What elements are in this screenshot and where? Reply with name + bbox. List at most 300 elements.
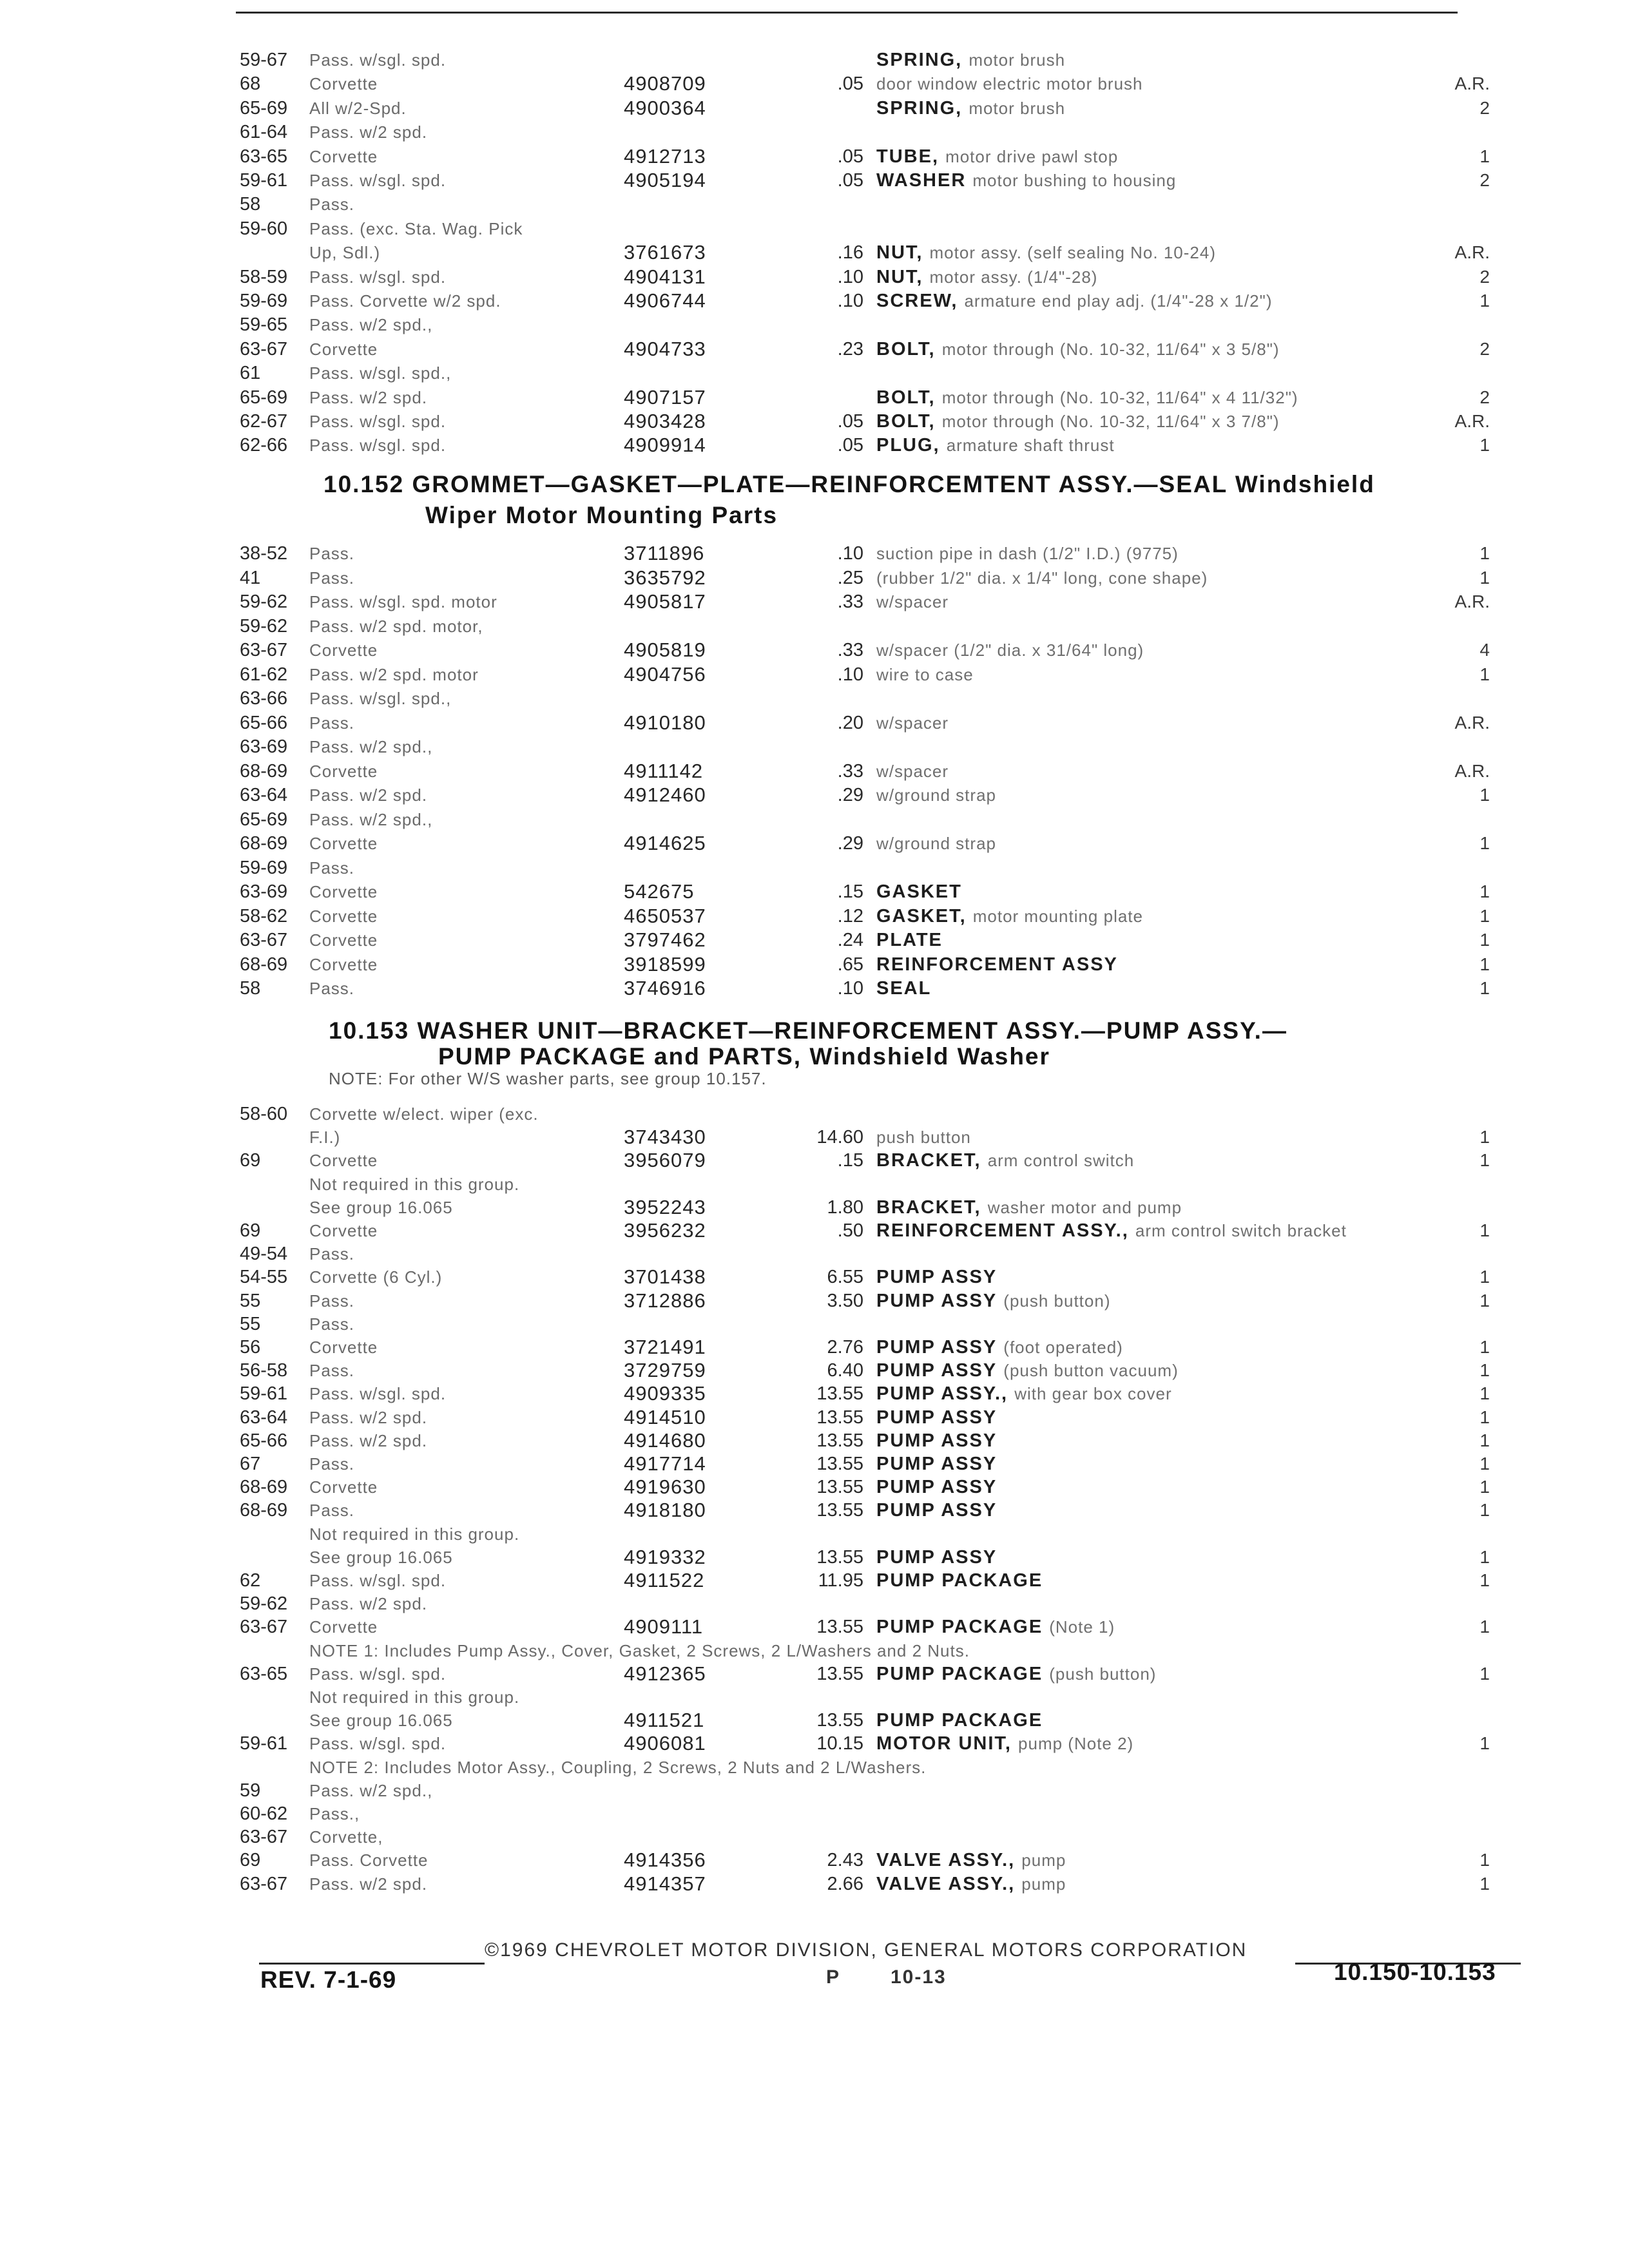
parts-row xyxy=(0,1125,1629,1149)
model-application: Pass. xyxy=(309,979,355,998)
list-price: .25 xyxy=(837,568,863,588)
part-description xyxy=(876,1848,1066,1872)
quantity: 1 xyxy=(1480,954,1490,974)
description-keyword: SPRING, xyxy=(876,50,963,70)
description-keyword: REINFORCEMENT ASSY., xyxy=(876,1220,1129,1241)
parts-row xyxy=(0,807,1629,832)
description-keyword: NUT, xyxy=(876,267,923,287)
model-application: Pass. xyxy=(309,1314,355,1334)
part-number: 4904733 xyxy=(624,338,706,360)
quantity: A.R. xyxy=(1454,411,1490,431)
model-year: 68 xyxy=(240,73,261,94)
part-number: 542675 xyxy=(624,880,695,903)
model-year: 65-69 xyxy=(240,98,288,119)
part-description xyxy=(876,566,1208,590)
model-application: Corvette xyxy=(309,762,378,781)
description-detail: (push button) xyxy=(1003,1291,1111,1311)
part-number: 4914356 xyxy=(624,1849,706,1871)
list-price: .33 xyxy=(837,640,863,660)
quantity: 1 xyxy=(1480,1850,1490,1870)
quantity: 1 xyxy=(1480,1150,1490,1170)
parts-row xyxy=(0,735,1629,759)
model-application: Pass. w/2 spd., xyxy=(309,1781,433,1800)
page-prefix: P xyxy=(826,1966,841,1988)
parts-row xyxy=(0,1872,1629,1896)
quantity: 1 xyxy=(1480,568,1490,588)
model-year: 63-67 xyxy=(240,640,288,660)
description-detail: arm control switch bracket xyxy=(1135,1221,1347,1240)
parts-row xyxy=(0,1731,1629,1756)
parts-row xyxy=(0,216,1629,241)
part-number: 4914357 xyxy=(624,1872,706,1895)
model-application: Pass. xyxy=(309,1501,355,1520)
quantity: A.R. xyxy=(1454,73,1490,93)
parts-row xyxy=(0,976,1629,1001)
list-price: 13.55 xyxy=(816,1710,863,1731)
description-detail: pump xyxy=(1021,1850,1066,1870)
list-price: 13.55 xyxy=(816,1430,863,1451)
description-detail: armature end play adj. (1/4"-28 x 1/2") xyxy=(964,291,1273,311)
model-application: Pass. xyxy=(309,858,355,878)
part-number: 3952243 xyxy=(624,1196,706,1218)
model-application: Pass. w/sgl. spd. xyxy=(309,436,447,455)
part-description xyxy=(876,144,1118,169)
part-description xyxy=(876,1568,1043,1593)
part-description xyxy=(876,783,996,807)
quantity: 1 xyxy=(1480,978,1490,998)
parts-row xyxy=(0,1545,1629,1570)
group-note: NOTE: For other W/S washer parts, see group 10.157. xyxy=(329,1069,767,1088)
description-keyword: VALVE ASSY., xyxy=(876,1874,1016,1894)
parts-row xyxy=(0,1172,1629,1196)
model-application: Corvette xyxy=(309,1151,378,1170)
model-year: 65-66 xyxy=(240,1430,288,1451)
model-application: Corvette xyxy=(309,1338,378,1357)
parts-row xyxy=(0,1381,1629,1406)
model-year: 59-67 xyxy=(240,50,288,70)
part-description xyxy=(876,1615,1115,1639)
list-price: .12 xyxy=(837,906,863,927)
model-year: 49-54 xyxy=(240,1244,288,1264)
description-keyword: PUMP ASSY xyxy=(876,1291,998,1311)
description-detail: pump xyxy=(1021,1874,1066,1894)
list-price: 13.55 xyxy=(816,1477,863,1497)
part-description xyxy=(876,711,949,735)
model-application: Pass. w/sgl. spd. xyxy=(309,412,447,431)
quantity: 2 xyxy=(1480,339,1490,359)
parts-row xyxy=(0,144,1629,169)
model-application: Corvette xyxy=(309,1617,378,1637)
model-year: 63-66 xyxy=(240,688,288,709)
model-application: Corvette xyxy=(309,1221,378,1240)
part-number: 3729759 xyxy=(624,1359,706,1381)
model-application: Pass. w/sgl. spd. xyxy=(309,1571,447,1590)
model-application: Pass. xyxy=(309,1244,355,1264)
description-keyword: NUT, xyxy=(876,242,923,263)
part-description xyxy=(876,879,962,904)
quantity: 2 xyxy=(1480,387,1490,407)
parts-row xyxy=(0,1498,1629,1523)
list-price: .24 xyxy=(837,930,863,950)
parts-row xyxy=(0,409,1629,434)
list-price: 13.55 xyxy=(816,1547,863,1568)
description-keyword: BOLT, xyxy=(876,387,936,408)
description-keyword: GASKET xyxy=(876,881,962,902)
quantity: 1 xyxy=(1480,1570,1490,1590)
list-price: 2.43 xyxy=(827,1850,863,1870)
model-year: 68-69 xyxy=(240,761,288,782)
parts-row xyxy=(0,1148,1629,1173)
model-application: Corvette xyxy=(309,147,378,166)
model-application: Pass. w/2 spd., xyxy=(309,810,433,829)
parts-row xyxy=(0,1265,1629,1289)
model-application: Pass., xyxy=(309,1804,360,1823)
description-keyword: PUMP ASSY xyxy=(876,1267,998,1287)
model-year: 61 xyxy=(240,363,261,383)
description-keyword: PUMP PACKAGE xyxy=(876,1617,1043,1637)
quantity: 1 xyxy=(1480,1383,1490,1403)
parts-row xyxy=(0,1289,1629,1313)
part-description xyxy=(876,265,1097,289)
model-year: 65-66 xyxy=(240,713,288,733)
list-price: 13.55 xyxy=(816,1407,863,1428)
model-application: Corvette xyxy=(309,834,378,853)
parts-row xyxy=(0,1755,1629,1780)
part-number: 4905817 xyxy=(624,590,706,613)
model-application: Pass. xyxy=(309,544,355,563)
description-keyword: PUMP ASSY xyxy=(876,1454,998,1474)
part-number: 4911522 xyxy=(624,1569,705,1591)
parts-row xyxy=(0,1708,1629,1733)
model-year: 63-69 xyxy=(240,736,288,757)
quantity: 2 xyxy=(1480,267,1490,287)
part-number: 4904756 xyxy=(624,663,706,686)
model-application: Corvette xyxy=(309,1477,378,1497)
quantity: 1 xyxy=(1480,1617,1490,1637)
model-year: 61-64 xyxy=(240,122,288,142)
model-year: 68-69 xyxy=(240,1477,288,1497)
parts-row xyxy=(0,265,1629,289)
model-application: See group 16.065 xyxy=(309,1198,453,1217)
list-price: .10 xyxy=(837,543,863,564)
model-year: 58 xyxy=(240,978,261,999)
model-year: 68-69 xyxy=(240,833,288,854)
description-keyword: BOLT, xyxy=(876,411,936,432)
list-price: .29 xyxy=(837,833,863,854)
part-number: 4903428 xyxy=(624,410,706,432)
model-year: 69 xyxy=(240,1220,261,1241)
quantity: 1 xyxy=(1480,1430,1490,1450)
part-description xyxy=(876,1662,1156,1686)
model-year: 58-59 xyxy=(240,267,288,287)
part-description xyxy=(876,1708,1043,1733)
model-year: 56 xyxy=(240,1337,261,1358)
quantity: A.R. xyxy=(1454,242,1490,262)
part-description xyxy=(876,289,1273,313)
section-subheading: PUMP PACKAGE and PARTS, Windshield Washer xyxy=(438,1043,1050,1070)
quantity: 1 xyxy=(1480,1454,1490,1474)
model-application: Corvette xyxy=(309,340,378,359)
model-application: Pass. w/2 spd. xyxy=(309,1594,428,1613)
part-number: 4909111 xyxy=(624,1615,704,1638)
part-number: 3956232 xyxy=(624,1219,706,1242)
parts-row xyxy=(0,433,1629,457)
part-description xyxy=(876,662,974,687)
part-number: 3721491 xyxy=(624,1336,706,1358)
model-application: Pass. w/2 spd. xyxy=(309,122,428,142)
part-description xyxy=(876,1289,1111,1313)
description-keyword: TUBE, xyxy=(876,146,939,167)
quantity: 2 xyxy=(1480,98,1490,118)
part-number: 3746916 xyxy=(624,977,706,999)
description-keyword: PUMP PACKAGE xyxy=(876,1570,1043,1591)
description-keyword: PUMP ASSY xyxy=(876,1477,998,1497)
description-detail: door window electric motor brush xyxy=(876,74,1143,93)
part-description xyxy=(876,590,949,614)
model-year: 58-60 xyxy=(240,1104,288,1124)
list-price: 11.95 xyxy=(818,1570,863,1591)
part-number: 4912365 xyxy=(624,1662,706,1685)
parts-row xyxy=(0,711,1629,735)
description-keyword: PLATE xyxy=(876,930,943,950)
list-price: 3.50 xyxy=(827,1291,863,1311)
model-application: Corvette xyxy=(309,930,378,950)
list-price: .50 xyxy=(837,1220,863,1241)
quantity: 1 xyxy=(1480,291,1490,311)
model-year: 59-65 xyxy=(240,314,288,335)
part-number: 4918180 xyxy=(624,1499,706,1521)
model-application: Pass. w/sgl. spd. xyxy=(309,50,447,70)
model-application: Pass. w/sgl. spd. xyxy=(309,171,447,190)
model-application: Pass. w/2 spd. xyxy=(309,1408,428,1427)
model-year: 62-66 xyxy=(240,435,288,456)
quantity: A.R. xyxy=(1454,713,1490,733)
parts-row xyxy=(0,312,1629,337)
quantity: 1 xyxy=(1480,1360,1490,1380)
parts-row xyxy=(0,879,1629,904)
part-number: 4900364 xyxy=(624,97,706,119)
quantity: 1 xyxy=(1480,1127,1490,1147)
part-number: 4911142 xyxy=(624,760,704,782)
part-description xyxy=(876,1731,1133,1756)
model-application: See group 16.065 xyxy=(309,1711,453,1730)
description-keyword: WASHER xyxy=(876,170,967,191)
list-price: 13.55 xyxy=(816,1617,863,1637)
part-number: 3635792 xyxy=(624,566,706,589)
model-year: 56-58 xyxy=(240,1360,288,1381)
description-detail: motor drive pawl stop xyxy=(945,147,1119,166)
quantity: 1 xyxy=(1480,1733,1490,1753)
part-description xyxy=(876,240,1216,265)
part-description xyxy=(876,1428,997,1453)
description-detail: motor mounting plate xyxy=(972,907,1143,926)
model-year: 61-62 xyxy=(240,664,288,685)
parts-row xyxy=(0,337,1629,361)
parts-row xyxy=(0,1639,1629,1663)
quantity: 1 xyxy=(1480,1547,1490,1567)
model-application: Not required in this group. xyxy=(309,1524,520,1544)
parts-row xyxy=(0,1685,1629,1709)
model-year: 68-69 xyxy=(240,1500,288,1521)
part-description xyxy=(876,1498,997,1523)
parts-row xyxy=(0,385,1629,410)
part-description xyxy=(876,1405,997,1430)
quantity: 1 xyxy=(1480,664,1490,684)
description-detail: push button xyxy=(876,1128,971,1147)
model-year: 59 xyxy=(240,1780,261,1801)
model-application: Pass. xyxy=(309,195,355,214)
model-year: 55 xyxy=(240,1291,261,1311)
part-description xyxy=(876,1218,1347,1243)
model-application: Pass. w/2 spd. xyxy=(309,388,428,407)
quantity: A.R. xyxy=(1454,761,1490,781)
part-number: 4919332 xyxy=(624,1546,706,1568)
description-keyword: PUMP ASSY xyxy=(876,1547,998,1568)
model-application: Pass. xyxy=(309,713,355,733)
model-application: Pass. w/2 spd., xyxy=(309,737,433,756)
quantity: 1 xyxy=(1480,1477,1490,1497)
parts-row xyxy=(0,1428,1629,1453)
description-keyword: VALVE ASSY., xyxy=(876,1850,1016,1870)
parts-row xyxy=(0,1218,1629,1243)
model-year: 63-67 xyxy=(240,930,288,950)
model-year: 60-62 xyxy=(240,1803,288,1824)
parts-row xyxy=(0,638,1629,662)
part-number: 4914680 xyxy=(624,1429,706,1452)
part-number: 4910180 xyxy=(624,711,706,734)
part-description xyxy=(876,541,1179,566)
model-year: 62-67 xyxy=(240,411,288,432)
description-detail: w/ground strap xyxy=(876,834,996,853)
part-number: 4909914 xyxy=(624,434,706,456)
part-description xyxy=(876,96,1065,120)
list-price: 1.80 xyxy=(827,1197,863,1218)
list-price: 2.76 xyxy=(827,1337,863,1358)
part-description xyxy=(876,168,1176,193)
part-number: 4906744 xyxy=(624,289,706,312)
model-application: Pass. w/2 spd. motor xyxy=(309,665,479,684)
model-application: Pass. w/sgl. spd., xyxy=(309,363,452,383)
model-application: Pass. xyxy=(309,1454,355,1474)
part-description xyxy=(876,1148,1134,1173)
part-description xyxy=(876,409,1280,434)
section-subheading: Wiper Motor Mounting Parts xyxy=(425,502,778,528)
part-number: 4912460 xyxy=(624,783,706,806)
revision-date: REV. 7-1-69 xyxy=(260,1966,397,1993)
part-number: 4919630 xyxy=(624,1475,706,1498)
parts-row xyxy=(0,662,1629,687)
parts-row xyxy=(0,1802,1629,1826)
model-application: Corvette xyxy=(309,955,378,974)
model-application: F.I.) xyxy=(309,1128,341,1147)
model-year: 63-64 xyxy=(240,785,288,805)
parts-row xyxy=(0,928,1629,952)
parts-row xyxy=(0,1102,1629,1126)
model-year: 59-69 xyxy=(240,858,288,878)
part-number: 4917714 xyxy=(624,1452,706,1475)
model-application: Corvette xyxy=(309,882,378,901)
part-description xyxy=(876,1545,997,1570)
description-keyword: PUMP ASSY xyxy=(876,1360,998,1381)
model-application: NOTE 2: Includes Motor Assy., Coupling, 2 Screws, 2 Nuts and 2 L/Washers. xyxy=(309,1758,927,1777)
parts-row xyxy=(0,289,1629,313)
model-application: Corvette (6 Cyl.) xyxy=(309,1267,443,1287)
list-price: .05 xyxy=(837,73,863,94)
description-keyword: BOLT, xyxy=(876,339,936,360)
list-price: .05 xyxy=(837,435,863,456)
model-application: Up, Sdl.) xyxy=(309,243,381,262)
parts-row xyxy=(0,1195,1629,1220)
model-application: Pass. w/sgl. spd. xyxy=(309,1384,447,1403)
part-number: 4906081 xyxy=(624,1732,706,1754)
model-year: 59-61 xyxy=(240,170,288,191)
parts-row xyxy=(0,1242,1629,1266)
part-description xyxy=(876,1358,1179,1383)
model-application: Pass. w/2 spd. xyxy=(309,1874,428,1894)
part-description xyxy=(876,1872,1066,1896)
model-year: 63-67 xyxy=(240,1617,288,1637)
parts-row xyxy=(0,96,1629,120)
quantity: 1 xyxy=(1480,930,1490,950)
quantity: 1 xyxy=(1480,1407,1490,1427)
model-application: Pass. w/sgl. spd., xyxy=(309,689,452,708)
description-detail: motor through (No. 10-32, 11/64" x 4 11/32") xyxy=(941,388,1298,407)
model-year: 63-67 xyxy=(240,1827,288,1847)
list-price: 13.55 xyxy=(816,1664,863,1684)
part-number: 4905194 xyxy=(624,169,706,191)
quantity: 1 xyxy=(1480,1500,1490,1520)
model-year: 55 xyxy=(240,1314,261,1334)
quantity: 1 xyxy=(1480,1291,1490,1311)
model-application: See group 16.065 xyxy=(309,1548,453,1567)
group-range: 10.150-10.153 xyxy=(1334,1959,1496,1985)
part-number: 4911521 xyxy=(624,1709,705,1731)
quantity: 1 xyxy=(1480,1220,1490,1240)
part-number: 4912713 xyxy=(624,145,706,168)
model-application: Pass. w/sgl. spd. motor xyxy=(309,592,497,611)
part-description xyxy=(876,1125,971,1149)
list-price: 10.15 xyxy=(816,1733,863,1754)
part-number: 3711896 xyxy=(624,542,705,564)
parts-row xyxy=(0,904,1629,928)
parts-row xyxy=(0,361,1629,385)
part-description xyxy=(876,1452,997,1476)
list-price: 13.55 xyxy=(816,1454,863,1474)
description-detail: wire to case xyxy=(876,665,974,684)
model-application: Corvette xyxy=(309,907,378,926)
list-price: 2.66 xyxy=(827,1874,863,1894)
part-number: 4914510 xyxy=(624,1406,706,1428)
parts-row xyxy=(0,192,1629,216)
parts-row xyxy=(0,1615,1629,1639)
description-detail: motor assy. (1/4"-28) xyxy=(929,267,1098,287)
model-year: 63-65 xyxy=(240,146,288,167)
description-keyword: GASKET, xyxy=(876,906,967,927)
description-detail: pump (Note 2) xyxy=(1018,1734,1134,1753)
parts-row xyxy=(0,1568,1629,1593)
description-detail: w/spacer xyxy=(876,762,949,781)
model-year: 67 xyxy=(240,1454,261,1474)
parts-row xyxy=(0,566,1629,590)
model-year: 59-62 xyxy=(240,1593,288,1614)
model-year: 63-64 xyxy=(240,1407,288,1428)
part-description xyxy=(876,952,1118,977)
description-detail: motor brush xyxy=(969,50,1066,70)
description-keyword: PUMP PACKAGE xyxy=(876,1710,1043,1731)
description-detail: (push button vacuum) xyxy=(1003,1361,1179,1380)
list-price: .20 xyxy=(837,713,863,733)
parts-row xyxy=(0,614,1629,639)
